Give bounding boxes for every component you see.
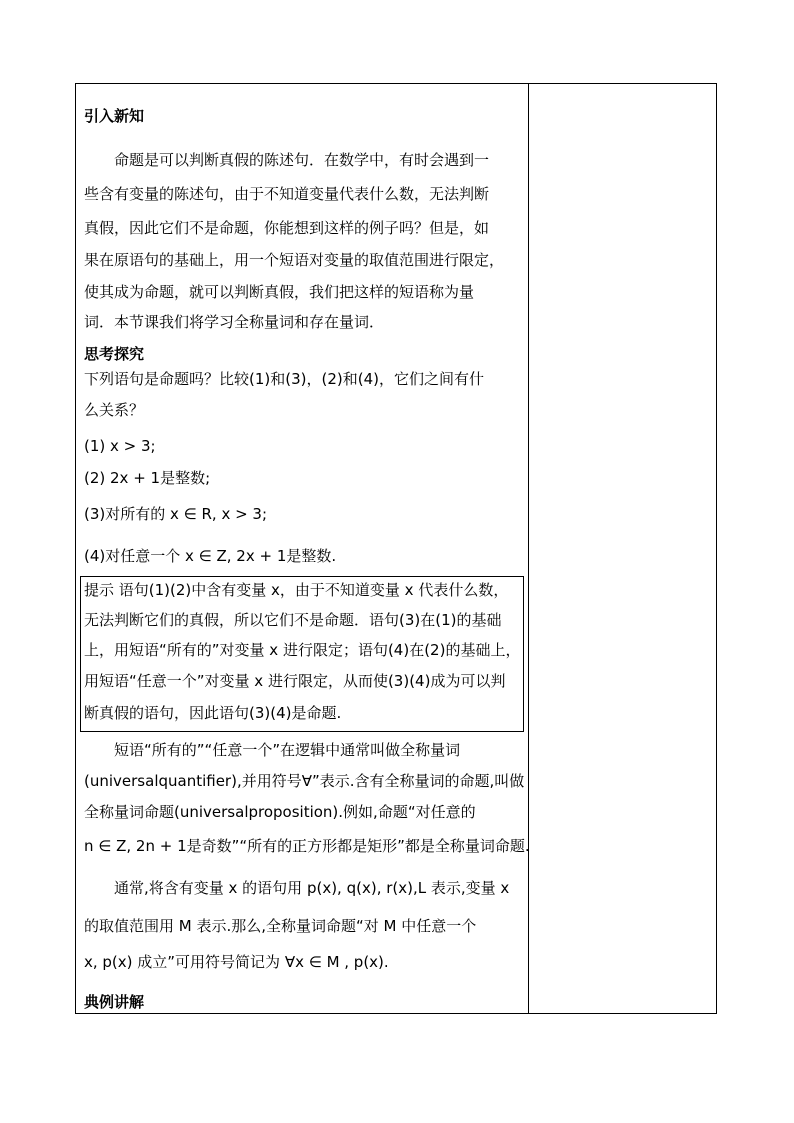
column-divider [528,83,529,1014]
definition-line: 短语“所有的”“任意一个”在逻辑中通常叫做全称量词 [114,741,461,759]
think-line: 么关系？ [84,401,145,419]
intro-line: 些含有变量的陈述句，由于不知道变量代表什么数，无法判断 [84,185,490,203]
intro-line: 命题是可以判断真假的陈述句．在数学中，有时会遇到一 [114,151,490,169]
statement-item: (1) x > 3; [84,437,156,455]
definition-line: (universalquantifier),并用符号∀”表示.含有全称量词的命题,叫做 [84,772,525,790]
intro-line: 真假，因此它们不是命题，你能想到这样的例子吗？但是，如 [84,219,490,237]
intro-line: 词．本节课我们将学习全称量词和存在量词． [84,313,385,331]
definition-line: n ∈ Z, 2n + 1是奇数”“所有的正方形都是矩形”都是全称量词命题. [84,837,530,855]
heading-think: 思考探究 [84,345,145,363]
hint-line: 上，用短语“所有的”对变量 x 进行限定；语句(4)在(2)的基础上， [84,641,521,659]
hint-line: 断真假的语句，因此语句(3)(4)是命题. [84,704,342,722]
notation-line: 通常,将含有变量 x 的语句用 p(x), q(x), r(x),L 表示,变量 x [114,879,510,897]
intro-line: 使其成为命题，就可以判断真假，我们把这样的短语称为量 [84,283,475,301]
hint-line: 无法判断它们的真假，所以它们不是命题．语句(3)在(1)的基础 [84,611,502,629]
intro-line: 果在原语句的基础上，用一个短语对变量的取值范围进行限定， [84,251,505,269]
statement-item: (2) 2x + 1是整数; [84,469,211,487]
heading-intro: 引入新知 [84,107,145,125]
statement-item: (4)对任意一个 x ∈ Z, 2x + 1是整数. [84,547,337,565]
think-line: 下列语句是命题吗？比较(1)和(3)，(2)和(4)，它们之间有什 [84,370,484,388]
hint-line: 提示 语句(1)(2)中含有变量 x，由于不知道变量 x 代表什么数， [84,581,509,599]
definition-line: 全称量词命题(universalproposition).例如,命题“对任意的 [84,803,476,821]
heading-examples: 典例讲解 [84,993,145,1011]
notation-line: 的取值范围用 M 表示.那么,全称量词命题“对 M 中任意一个 [84,917,477,935]
hint-line: 用短语“任意一个”对变量 x 进行限定，从而使(3)(4)成为可以判 [84,672,506,690]
statement-item: (3)对所有的 x ∈ R, x > 3; [84,505,268,523]
notation-line: x, p(x) 成立”可用符号简记为 ∀x ∈ M , p(x). [84,953,389,971]
